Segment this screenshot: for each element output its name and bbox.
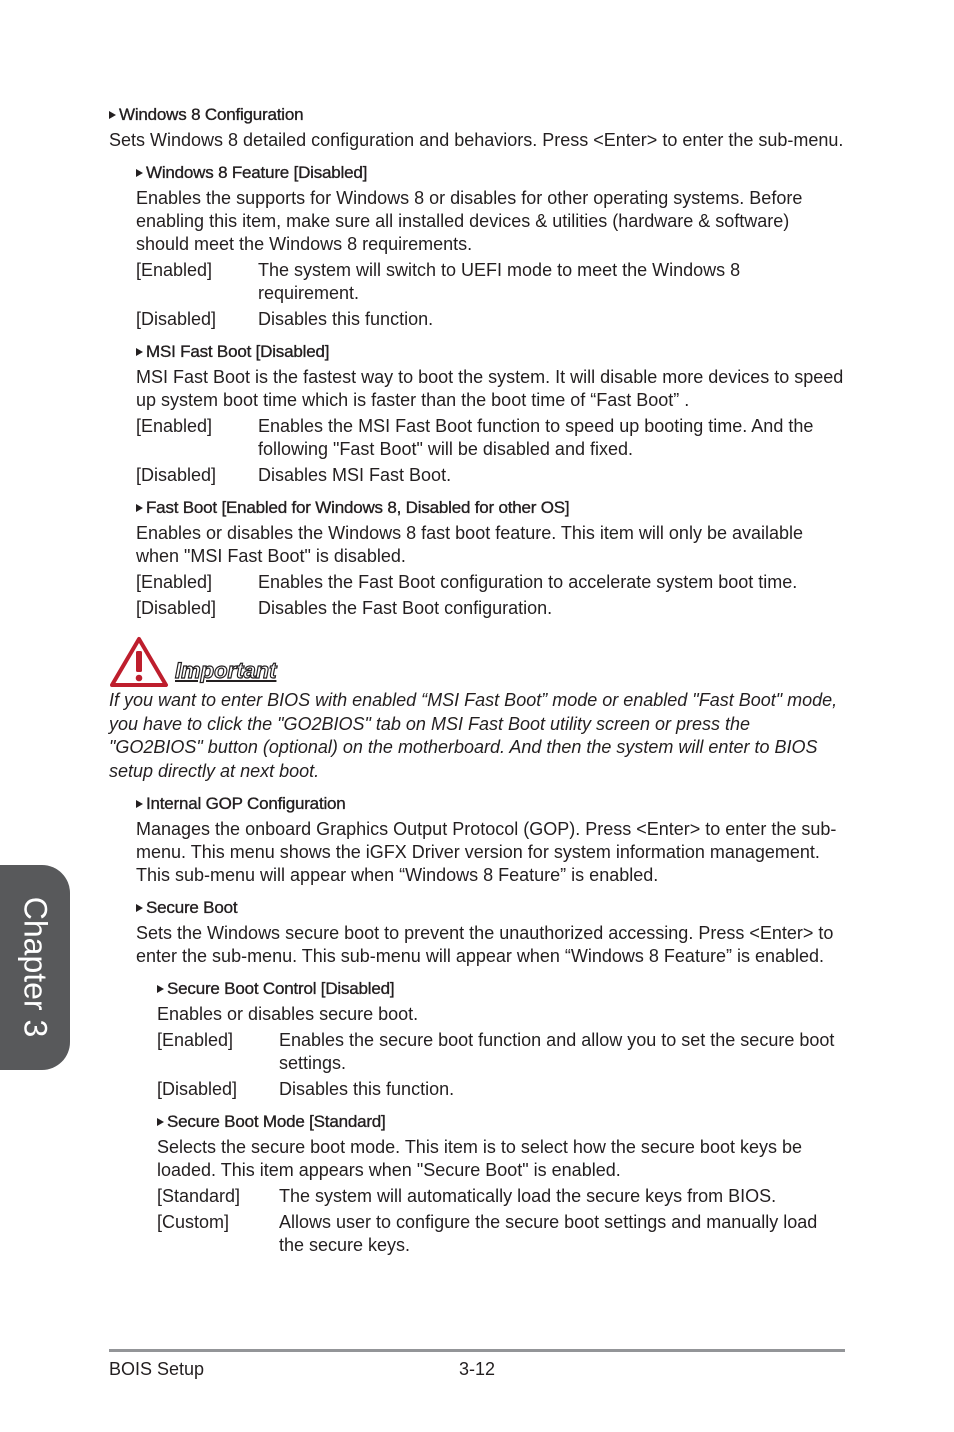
triangle-bullet-icon <box>136 169 143 177</box>
page-content <box>109 104 844 1257</box>
heading-text: Secure Boot <box>146 898 238 917</box>
heading-text: Windows 8 Configuration <box>119 105 304 124</box>
section-description: Manages the onboard Graphics Output Protocol (GOP). Press <Enter> to enter the sub-menu. This menu shows the iGFX Driver version for system information management. This sub-menu will appear when “Windows 8 Feature” is enabled. <box>136 819 837 885</box>
option-row <box>136 308 844 331</box>
option-row <box>136 597 844 620</box>
warning-triangle-icon <box>109 636 169 688</box>
option-row <box>136 259 844 305</box>
heading-text: Windows 8 Feature [Disabled] <box>146 163 368 182</box>
chapter-side-tab <box>0 865 70 1070</box>
section-heading <box>157 978 844 1000</box>
section-heading <box>109 104 844 126</box>
triangle-bullet-icon <box>109 111 116 119</box>
option-key: [Enabled] <box>136 416 213 436</box>
triangle-bullet-icon <box>136 800 143 808</box>
triangle-bullet-icon <box>157 1118 164 1126</box>
section-internal-gop <box>136 793 844 887</box>
section-heading <box>157 1111 844 1133</box>
heading-text: MSI Fast Boot [Disabled] <box>146 342 330 361</box>
section-heading <box>136 897 844 919</box>
important-note <box>109 636 844 783</box>
option-key: [Disabled] <box>136 598 217 618</box>
footer-rule <box>109 1349 845 1352</box>
important-title: Important <box>175 658 277 683</box>
option-key: [Disabled] <box>136 309 217 329</box>
section-fast-boot <box>136 497 844 620</box>
option-key: [Enabled] <box>157 1030 234 1050</box>
triangle-bullet-icon <box>157 985 164 993</box>
option-row <box>157 1029 844 1075</box>
heading-text: Internal GOP Configuration <box>146 794 346 813</box>
option-key: [Enabled] <box>136 572 213 592</box>
section-windows8-configuration <box>109 104 844 152</box>
section-description: Enables or disables the Windows 8 fast boot feature. This item will only be available when "MSI Fast Boot" is disabled. <box>136 523 804 566</box>
section-secure-boot-mode <box>157 1111 844 1257</box>
option-value: The system will automatically load the secure keys from BIOS. <box>279 1186 777 1206</box>
chapter-label: Chapter 3 <box>17 896 54 1038</box>
option-key: [Custom] <box>157 1212 230 1232</box>
option-value: Enables the Fast Boot configuration to accelerate system boot time. <box>258 572 798 592</box>
footer-page-number: 3-12 <box>459 1359 496 1379</box>
heading-text: Fast Boot [Enabled for Windows 8, Disabled for other OS] <box>146 498 570 517</box>
option-value: Disables MSI Fast Boot. <box>258 465 452 485</box>
section-description: Enables the supports for Windows 8 or disables for other operating systems. Before enabling this item, make sure all installed devices & utilities (hardware & software) should meet the Windows 8 requirements. <box>136 188 803 254</box>
section-heading <box>136 162 844 184</box>
option-value: Disables this function. <box>258 309 434 329</box>
triangle-bullet-icon <box>136 348 143 356</box>
triangle-bullet-icon <box>136 504 143 512</box>
heading-text: Secure Boot Control [Disabled] <box>167 979 395 998</box>
option-row <box>157 1211 844 1257</box>
section-secure-boot <box>136 897 844 968</box>
option-value: Disables the Fast Boot configuration. <box>258 598 553 618</box>
section-heading <box>136 793 844 815</box>
section-description: Sets Windows 8 detailed configuration and behaviors. Press <Enter> to enter the sub-menu. <box>109 130 844 150</box>
section-description: Enables or disables secure boot. <box>157 1004 419 1024</box>
option-key: [Standard] <box>157 1186 241 1206</box>
section-heading <box>136 497 844 519</box>
option-value: The system will switch to UEFI mode to meet the Windows 8 requirement. <box>258 260 741 303</box>
section-windows8-feature <box>136 162 844 331</box>
option-key: [Disabled] <box>157 1079 238 1099</box>
option-value: Disables this function. <box>279 1079 455 1099</box>
option-value: Allows user to configure the secure boot settings and manually load the secure keys. <box>279 1212 818 1255</box>
triangle-bullet-icon <box>136 904 143 912</box>
footer-section-title: BOIS Setup <box>109 1359 205 1379</box>
heading-text: Secure Boot Mode [Standard] <box>167 1112 386 1131</box>
important-header <box>109 636 844 688</box>
option-key: [Enabled] <box>136 260 213 280</box>
section-msi-fast-boot <box>136 341 844 487</box>
section-description: Sets the Windows secure boot to prevent the unauthorized accessing. Press <Enter> to enter the sub-menu. This sub-menu will appear when “Windows 8 Feature” is enabled. <box>136 923 834 966</box>
section-description: Selects the secure boot mode. This item is to select how the secure boot keys be loaded. This item appears when "Secure Boot" is enabled. <box>157 1137 803 1180</box>
section-heading <box>136 341 844 363</box>
option-row <box>136 415 844 461</box>
section-description: MSI Fast Boot is the fastest way to boot the system. It will disable more devices to speed up system boot time which is faster than the boot time of “Fast Boot” . <box>136 367 844 410</box>
option-row <box>157 1078 844 1101</box>
option-row <box>136 464 844 487</box>
section-secure-boot-control <box>157 978 844 1101</box>
important-text: If you want to enter BIOS with enabled “MSI Fast Boot” mode or enabled "Fast Boot" mode, you have to click the "GO2BIOS" tab on MSI Fast Boot utility screen or press the "GO2BIOS" button (optional) on the motherboard. And then the system will enter to BIOS setup directly at next boot. <box>109 690 838 781</box>
option-value: Enables the MSI Fast Boot function to speed up booting time. And the following "Fast Boot" will be disabled and fixed. <box>258 416 814 459</box>
option-row <box>136 571 844 594</box>
option-value: Enables the secure boot function and allow you to set the secure boot settings. <box>279 1030 835 1073</box>
option-row <box>157 1185 844 1208</box>
option-key: [Disabled] <box>136 465 217 485</box>
